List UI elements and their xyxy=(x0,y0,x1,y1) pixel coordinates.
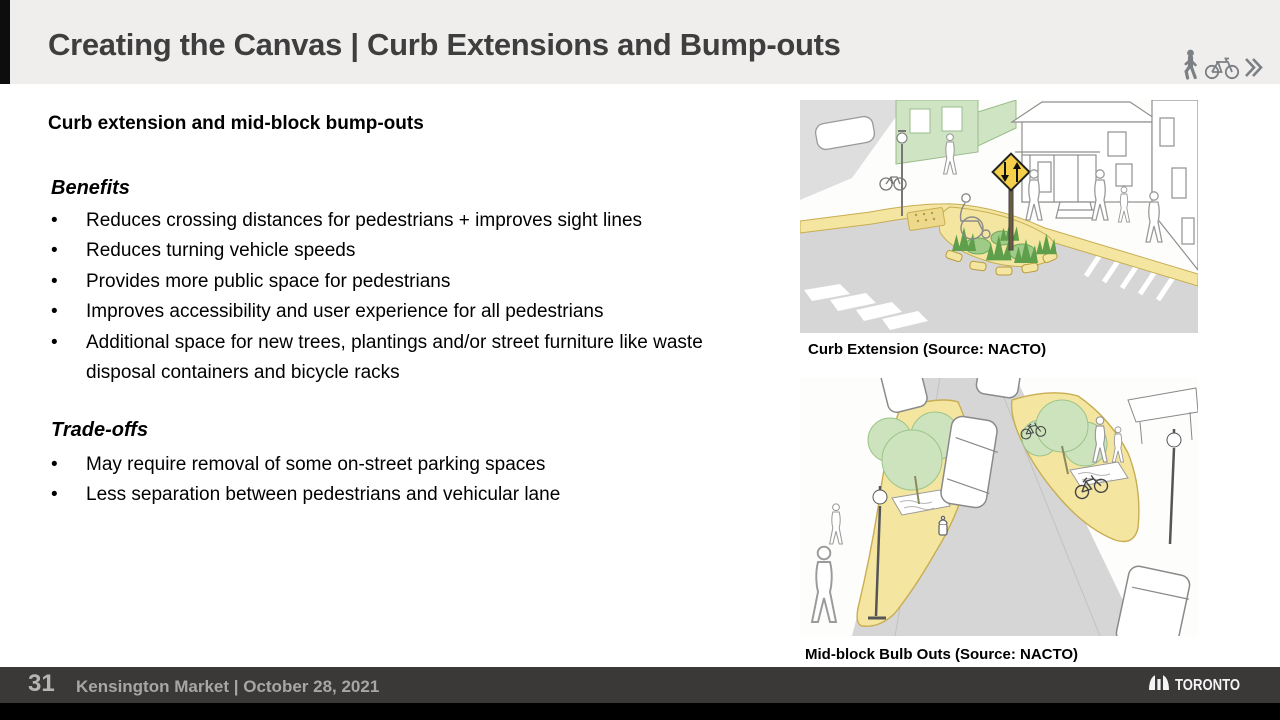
slide-title: Creating the Canvas | Curb Extensions and Bump-outs xyxy=(48,27,841,62)
left-edge-strip xyxy=(0,0,10,84)
tradeoff-item: • Less separation between pedestrians and vehicular lane xyxy=(48,480,764,510)
bicycle-icon xyxy=(1204,55,1240,80)
double-chevron-icon xyxy=(1243,57,1264,80)
tradeoff-item: • May require removal of some on-street parking spaces xyxy=(48,450,764,480)
toronto-logo xyxy=(1147,674,1254,697)
page-number: 31 xyxy=(28,670,55,697)
pedestrian-icon xyxy=(1179,49,1201,80)
benefit-item: • Reduces turning vehicle speeds xyxy=(48,236,764,266)
midblock-bulbouts-illustration xyxy=(800,378,1198,636)
footer-bar xyxy=(0,667,1280,703)
content-heading: Curb extension and mid-block bump-outs xyxy=(48,113,424,134)
benefits-section-title: Benefits xyxy=(51,177,130,199)
header-mode-icons xyxy=(1179,48,1264,80)
benefit-item: • Provides more public space for pedestrians xyxy=(48,267,764,297)
benefit-item: • Reduces crossing distances for pedestrians + improves sight lines xyxy=(48,206,764,236)
benefit-item: • Additional space for new trees, plantings and/or street furniture like waste disposal containers and bicycle racks xyxy=(48,328,764,389)
tradeoffs-list xyxy=(48,450,764,511)
toronto-cityhall-icon xyxy=(1147,674,1171,697)
benefit-item: • Improves accessibility and user experience for all pedestrians xyxy=(48,297,764,327)
header-bar xyxy=(0,0,1280,84)
bottom-letterbox xyxy=(0,703,1280,720)
toronto-wordmark: TORONTO xyxy=(1174,676,1240,694)
figure1-caption: Curb Extension (Source: NACTO) xyxy=(808,341,1047,358)
figure2-caption: Mid-block Bulb Outs (Source: NACTO) xyxy=(805,646,1079,663)
tradeoffs-section-title: Trade-offs xyxy=(51,419,149,441)
footer-deck-title: Kensington Market | October 28, 2021 xyxy=(76,677,380,696)
curb-extension-illustration xyxy=(800,100,1198,333)
benefits-list xyxy=(48,206,764,388)
